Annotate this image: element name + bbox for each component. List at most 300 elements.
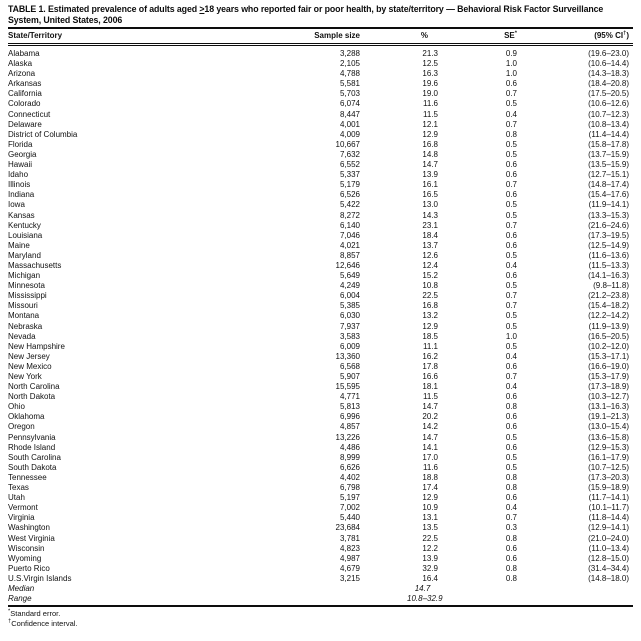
ci-label-close: )	[626, 31, 629, 40]
standard-error-cell: 0.7	[505, 372, 517, 381]
sample-size-cell: 5,813	[339, 402, 360, 412]
sample-size-cell: 4,771	[339, 392, 360, 402]
table-row	[8, 211, 633, 221]
table-row	[8, 150, 633, 160]
empty-cell	[517, 594, 633, 606]
table-body	[8, 45, 633, 584]
standard-error-cell: 0.4	[505, 503, 517, 513]
sample-size-cell: 2,105	[339, 59, 360, 69]
sample-size-cell: 8,999	[339, 452, 360, 462]
standard-error-cell: 0.6	[505, 553, 517, 563]
standard-error-cell: 0.5	[505, 281, 517, 291]
table-row	[8, 241, 633, 251]
percent-cell: 11.5	[423, 392, 438, 402]
dagger-marker: †	[8, 618, 12, 625]
confidence-interval-cell: (17.3–18.9)	[588, 382, 629, 392]
standard-error-cell: 0.4	[505, 260, 517, 270]
percent-cell: 13.7	[422, 240, 438, 250]
state-territory-cell: Alabama	[8, 49, 40, 58]
table-row	[8, 311, 633, 321]
state-territory-cell: New Hampshire	[8, 341, 65, 351]
percent-cell: 14.1	[422, 442, 438, 452]
table-row	[8, 69, 633, 79]
state-territory-cell: South Dakota	[8, 462, 57, 472]
standard-error-cell: 0.6	[505, 493, 517, 503]
table-row	[8, 190, 633, 200]
table-row	[8, 574, 633, 584]
table-row	[8, 231, 633, 241]
table-header	[8, 28, 633, 45]
table-row	[8, 130, 633, 140]
state-territory-cell: Pennsylvania	[8, 432, 56, 442]
sample-size-cell: 8,272	[339, 210, 360, 220]
table-row	[8, 352, 633, 362]
table-row	[8, 372, 633, 382]
table-row	[8, 433, 633, 443]
percent-cell: 18.5	[422, 331, 438, 341]
standard-error-cell: 0.6	[505, 361, 517, 371]
state-territory-cell: Washington	[8, 523, 50, 533]
standard-error-cell: 0.3	[505, 523, 517, 533]
state-territory-cell: Michigan	[8, 271, 41, 281]
sample-size-cell: 7,046	[339, 230, 360, 240]
confidence-interval-cell: (15.9–18.9)	[588, 483, 629, 493]
state-territory-cell: Utah	[8, 493, 25, 503]
percent-cell: 16.3	[422, 69, 438, 79]
sample-size-cell: 6,140	[339, 220, 360, 230]
percent-cell: 20.2	[422, 412, 438, 422]
table-row	[8, 392, 633, 402]
range-value: 10.8–32.9	[360, 594, 438, 606]
percent-cell: 14.7	[422, 402, 438, 412]
table-row	[8, 534, 633, 544]
table-row	[8, 412, 633, 422]
state-territory-cell: Kansas	[8, 210, 35, 220]
confidence-interval-cell: (10.6–12.6)	[588, 99, 629, 109]
state-territory-cell: Illinois	[8, 180, 31, 190]
percent-cell: 13.5	[422, 523, 438, 533]
standard-error-cell: 0.5	[505, 99, 517, 109]
sample-size-cell: 3,781	[339, 533, 360, 543]
confidence-interval-cell: (13.6–15.8)	[588, 432, 629, 442]
percent-cell: 12.9	[422, 321, 438, 331]
standard-error-cell: 0.4	[505, 382, 517, 392]
table-row	[8, 261, 633, 271]
standard-error-cell: 0.6	[505, 230, 517, 240]
footnotes	[8, 609, 633, 628]
state-territory-cell: Delaware	[8, 119, 42, 129]
empty-cell	[438, 584, 517, 594]
standard-error-cell: 0.8	[505, 573, 517, 583]
standard-error-cell: 0.6	[505, 190, 517, 200]
range-row	[8, 594, 633, 606]
standard-error-cell: 0.5	[505, 311, 517, 321]
state-territory-cell: District of Columbia	[8, 129, 78, 139]
confidence-interval-cell: (31.4–34.4)	[588, 563, 629, 573]
state-territory-cell: Arkansas	[8, 79, 42, 89]
confidence-interval-cell: (15.4–17.6)	[588, 190, 629, 200]
table-row	[8, 99, 633, 109]
table-row	[8, 513, 633, 523]
sample-size-cell: 5,907	[339, 372, 360, 381]
standard-error-cell: 0.5	[505, 149, 517, 159]
col-header-percent: %	[360, 28, 438, 45]
ci-footnote-marker: †	[623, 30, 627, 37]
confidence-interval-cell: (21.6–24.6)	[588, 220, 629, 230]
sample-size-cell: 3,288	[339, 49, 360, 58]
median-label: Median	[8, 583, 35, 593]
state-territory-cell: New York	[8, 372, 42, 381]
table-row	[8, 170, 633, 180]
standard-error-cell: 0.8	[505, 402, 517, 412]
percent-cell: 13.9	[422, 170, 438, 180]
table-row	[8, 554, 633, 564]
table-row	[8, 271, 633, 281]
sample-size-cell: 4,788	[339, 69, 360, 79]
range-label: Range	[8, 594, 303, 606]
state-territory-cell: Georgia	[8, 149, 37, 159]
confidence-interval-cell: (11.7–14.1)	[588, 493, 629, 503]
sample-size-cell: 6,526	[339, 190, 360, 200]
confidence-interval-cell: (11.9–14.1)	[588, 200, 629, 210]
greater-equal-symbol: >	[199, 4, 205, 14]
confidence-interval-cell: (17.3–19.5)	[588, 230, 629, 240]
confidence-interval-cell: (10.1–11.7)	[588, 503, 629, 513]
confidence-interval-cell: (12.2–14.2)	[588, 311, 629, 321]
sample-size-cell: 5,440	[339, 513, 360, 523]
percent-cell: 14.7	[422, 160, 438, 170]
confidence-interval-cell: (11.5–13.3)	[588, 260, 629, 270]
percent-cell: 10.8	[422, 281, 438, 291]
table-row	[8, 180, 633, 190]
table-title-post: 18 years who reported fair or poor health, by state/territory — Behavioral Risk Factor Surveillance System, United States, 2006	[8, 4, 604, 25]
median-row	[8, 584, 633, 594]
percent-cell: 11.6	[423, 462, 438, 472]
table-row	[8, 110, 633, 120]
state-territory-cell: North Dakota	[8, 392, 56, 402]
sample-size-cell: 10,667	[335, 139, 360, 149]
confidence-interval-cell: (14.1–16.3)	[588, 271, 629, 281]
confidence-interval-cell: (13.1–16.3)	[588, 402, 629, 412]
confidence-interval-cell: (19.6–23.0)	[588, 49, 629, 58]
empty-cell	[303, 594, 360, 606]
standard-error-cell: 0.7	[505, 119, 517, 129]
state-territory-cell: Iowa	[8, 200, 25, 210]
state-territory-cell: Oklahoma	[8, 412, 45, 422]
state-territory-cell: New Jersey	[8, 351, 50, 361]
sample-size-cell: 4,021	[339, 240, 360, 250]
confidence-interval-cell: (13.3–15.3)	[588, 210, 629, 220]
sample-size-cell: 8,857	[339, 250, 360, 260]
col-header-state-territory: State/Territory	[8, 28, 303, 45]
state-territory-cell: California	[8, 89, 42, 99]
empty-cell	[438, 594, 517, 606]
sample-size-cell: 3,215	[339, 573, 360, 583]
confidence-interval-cell: (11.8–14.4)	[588, 513, 629, 523]
sample-size-cell: 15,595	[335, 382, 360, 392]
state-territory-cell: Massachusetts	[8, 260, 62, 270]
table-row	[8, 59, 633, 69]
standard-error-cell: 0.7	[505, 301, 517, 311]
standard-error-cell: 1.0	[505, 69, 517, 79]
sample-size-cell: 6,030	[339, 311, 360, 321]
table-row	[8, 443, 633, 453]
confidence-interval-cell: (12.8–15.0)	[588, 553, 629, 563]
sample-size-cell: 7,632	[339, 149, 360, 159]
standard-error-cell: 0.5	[505, 341, 517, 351]
sample-size-cell: 4,249	[339, 281, 360, 291]
confidence-interval-cell: (10.8–13.4)	[588, 119, 629, 129]
median-value: 14.7	[414, 583, 431, 593]
standard-error-cell: 0.9	[505, 49, 517, 58]
percent-cell: 22.5	[422, 533, 438, 543]
standard-error-cell: 0.6	[505, 170, 517, 180]
sample-size-cell: 13,360	[335, 351, 360, 361]
sample-size-cell: 3,583	[339, 331, 360, 341]
standard-error-cell: 0.5	[505, 321, 517, 331]
col-header-confidence-interval	[514, 28, 633, 45]
table-summary	[8, 584, 633, 606]
state-territory-cell: Connecticut	[8, 109, 51, 119]
confidence-interval-cell: (16.6–19.0)	[588, 361, 629, 371]
se-footnote-marker: *	[514, 30, 517, 37]
confidence-interval-cell: (12.7–15.1)	[588, 170, 629, 180]
state-territory-cell: Texas	[8, 483, 29, 493]
standard-error-cell: 0.6	[505, 422, 517, 432]
confidence-interval-cell: (11.4–14.4)	[588, 129, 629, 139]
table-row	[8, 342, 633, 352]
sample-size-cell: 7,002	[339, 503, 360, 513]
percent-cell: 16.5	[422, 190, 438, 200]
standard-error-cell: 0.5	[505, 452, 517, 462]
standard-error-cell: 0.7	[505, 291, 517, 301]
standard-error-cell: 0.4	[505, 351, 517, 361]
standard-error-cell: 1.0	[505, 331, 517, 341]
standard-error-cell: 0.7	[505, 180, 517, 190]
table-row	[8, 463, 633, 473]
state-territory-cell: Alaska	[8, 59, 33, 69]
confidence-interval-cell: (15.3–17.9)	[588, 372, 629, 381]
sample-size-cell: 6,798	[339, 483, 360, 493]
sample-size-cell: 6,009	[339, 341, 360, 351]
standard-error-cell: 0.8	[505, 129, 517, 139]
table-row	[8, 89, 633, 99]
state-territory-cell: Tennessee	[8, 472, 47, 482]
sample-size-cell: 4,857	[339, 422, 360, 432]
state-territory-cell: Maryland	[8, 250, 41, 260]
standard-error-cell: 0.6	[505, 271, 517, 281]
percent-cell: 12.5	[422, 59, 438, 69]
table-row	[8, 422, 633, 432]
percent-cell: 19.6	[422, 79, 438, 89]
footnote-confidence-interval	[8, 619, 633, 629]
footnote-standard-error	[8, 609, 633, 619]
percent-cell: 11.6	[423, 99, 438, 109]
standard-error-cell: 0.5	[505, 250, 517, 260]
sample-size-cell: 6,004	[339, 291, 360, 301]
table-row	[8, 332, 633, 342]
percent-cell: 17.4	[422, 483, 438, 493]
confidence-interval-cell: (10.2–12.0)	[588, 341, 629, 351]
table-row	[8, 523, 633, 533]
confidence-interval-cell: (15.4–18.2)	[588, 301, 629, 311]
state-territory-cell: Puerto Rico	[8, 563, 50, 573]
percent-cell: 12.6	[422, 250, 438, 260]
state-territory-cell: Indiana	[8, 190, 35, 200]
standard-error-cell: 0.6	[505, 442, 517, 452]
percent-cell: 18.4	[422, 230, 438, 240]
col-header-sample-size: Sample size	[303, 28, 360, 45]
standard-error-cell: 0.5	[505, 210, 517, 220]
state-territory-cell: Arizona	[8, 69, 36, 79]
sample-size-cell: 5,385	[339, 301, 360, 311]
table-row	[8, 493, 633, 503]
table-row	[8, 453, 633, 463]
standard-error-cell: 0.5	[505, 139, 517, 149]
sample-size-cell: 5,179	[339, 180, 360, 190]
percent-cell: 18.8	[422, 472, 438, 482]
state-territory-cell: New Mexico	[8, 361, 52, 371]
standard-error-cell: 0.5	[505, 432, 517, 442]
table-title-pre: TABLE 1. Estimated prevalence of adults aged	[8, 4, 200, 14]
sample-size-cell: 6,552	[339, 160, 360, 170]
table-row	[8, 544, 633, 554]
percent-cell: 14.2	[422, 422, 438, 432]
table-row	[8, 402, 633, 412]
sample-size-cell: 4,486	[339, 442, 360, 452]
sample-size-cell: 8,447	[339, 109, 360, 119]
state-territory-cell: West Virginia	[8, 533, 55, 543]
standard-error-cell: 0.7	[505, 513, 517, 523]
confidence-interval-cell: (13.5–15.9)	[588, 160, 629, 170]
percent-cell: 13.9	[422, 553, 438, 563]
state-territory-cell: Louisiana	[8, 230, 43, 240]
confidence-interval-cell: (10.3–12.7)	[588, 392, 629, 402]
confidence-interval-cell: (13.0–15.4)	[588, 422, 629, 432]
table-row	[8, 221, 633, 231]
confidence-interval-cell: (15.8–17.8)	[588, 139, 629, 149]
sample-size-cell: 5,337	[339, 170, 360, 180]
percent-cell: 23.1	[422, 220, 438, 230]
table-row	[8, 291, 633, 301]
sample-size-cell: 4,402	[339, 472, 360, 482]
asterisk-marker: *	[8, 608, 11, 615]
standard-error-cell: 0.8	[505, 483, 517, 493]
percent-cell: 15.2	[422, 271, 438, 281]
se-label: SE	[504, 31, 515, 40]
confidence-interval-cell: (11.9–13.9)	[588, 321, 629, 331]
state-territory-cell: Kentucky	[8, 220, 41, 230]
table-row	[8, 140, 633, 150]
percent-cell: 16.8	[422, 301, 438, 311]
percent-cell: 16.6	[422, 372, 438, 381]
standard-error-cell: 0.6	[505, 543, 517, 553]
state-territory-cell: North Carolina	[8, 382, 60, 392]
percent-cell: 11.5	[423, 109, 438, 119]
percent-cell: 14.3	[422, 210, 438, 220]
confidence-interval-cell: (14.8–17.4)	[588, 180, 629, 190]
confidence-interval-cell: (10.7–12.3)	[588, 109, 629, 119]
state-territory-cell: Idaho	[8, 170, 29, 180]
empty-cell	[303, 584, 360, 594]
table-row	[8, 564, 633, 574]
state-territory-cell: Florida	[8, 139, 33, 149]
sample-size-cell: 5,581	[339, 79, 360, 89]
table-row	[8, 362, 633, 372]
sample-size-cell: 7,937	[339, 321, 360, 331]
percent-cell: 16.2	[422, 351, 438, 361]
confidence-interval-cell: (16.5–20.5)	[588, 331, 629, 341]
percent-cell: 17.8	[422, 361, 438, 371]
sample-size-cell: 4,823	[339, 543, 360, 553]
sample-size-cell: 6,996	[339, 412, 360, 422]
percent-cell: 14.7	[422, 432, 438, 442]
percent-cell: 14.8	[422, 149, 438, 159]
standard-error-cell: 0.8	[505, 472, 517, 482]
standard-error-cell: 1.0	[505, 59, 517, 69]
percent-cell: 21.3	[422, 49, 438, 58]
percent-cell: 12.1	[422, 119, 438, 129]
table-title	[8, 4, 633, 25]
table-row	[8, 120, 633, 130]
sample-size-cell: 4,987	[339, 553, 360, 563]
footnote-standard-error-text: Standard error.	[10, 609, 61, 619]
percent-cell: 10.9	[422, 503, 438, 513]
sample-size-cell: 13,226	[335, 432, 360, 442]
standard-error-cell: 0.6	[505, 240, 517, 250]
sample-size-cell: 23,684	[335, 523, 360, 533]
confidence-interval-cell: (15.3–17.1)	[588, 351, 629, 361]
confidence-interval-cell: (11.0–13.4)	[588, 543, 629, 553]
table-row	[8, 281, 633, 291]
col-header-standard-error	[438, 28, 517, 45]
table-row	[8, 483, 633, 493]
sample-size-cell: 5,422	[339, 200, 360, 210]
table-row	[8, 301, 633, 311]
confidence-interval-cell: (21.0–24.0)	[588, 533, 629, 543]
percent-cell: 12.4	[422, 260, 438, 270]
confidence-interval-cell: (17.5–20.5)	[588, 89, 629, 99]
standard-error-cell: 0.6	[505, 79, 517, 89]
percent-cell: 12.2	[422, 543, 438, 553]
standard-error-cell: 0.7	[505, 220, 517, 230]
percent-cell: 11.1	[423, 341, 438, 351]
state-territory-cell: U.S.Virgin Islands	[8, 573, 72, 583]
percent-cell: 12.9	[422, 493, 438, 503]
confidence-interval-cell: (13.7–15.9)	[588, 149, 629, 159]
table-row	[8, 503, 633, 513]
state-territory-cell: Minnesota	[8, 281, 45, 291]
sample-size-cell: 5,197	[339, 493, 360, 503]
sample-size-cell: 6,568	[339, 361, 360, 371]
confidence-interval-cell: (12.5–14.9)	[588, 240, 629, 250]
percent-cell: 19.0	[422, 89, 438, 99]
footnote-confidence-interval-text: Confidence interval.	[11, 618, 78, 628]
confidence-interval-cell: (12.9–15.3)	[588, 442, 629, 452]
standard-error-cell: 0.6	[505, 160, 517, 170]
standard-error-cell: 0.4	[505, 109, 517, 119]
table-row	[8, 382, 633, 392]
percent-cell: 17.0	[422, 452, 438, 462]
standard-error-cell: 0.8	[505, 533, 517, 543]
state-territory-cell: Colorado	[8, 99, 41, 109]
confidence-interval-cell: (17.3–20.3)	[588, 472, 629, 482]
table-row	[8, 79, 633, 89]
percent-cell: 16.1	[422, 180, 438, 190]
state-territory-cell: Montana	[8, 311, 40, 321]
sample-size-cell: 6,074	[339, 99, 360, 109]
state-territory-cell: Nebraska	[8, 321, 43, 331]
